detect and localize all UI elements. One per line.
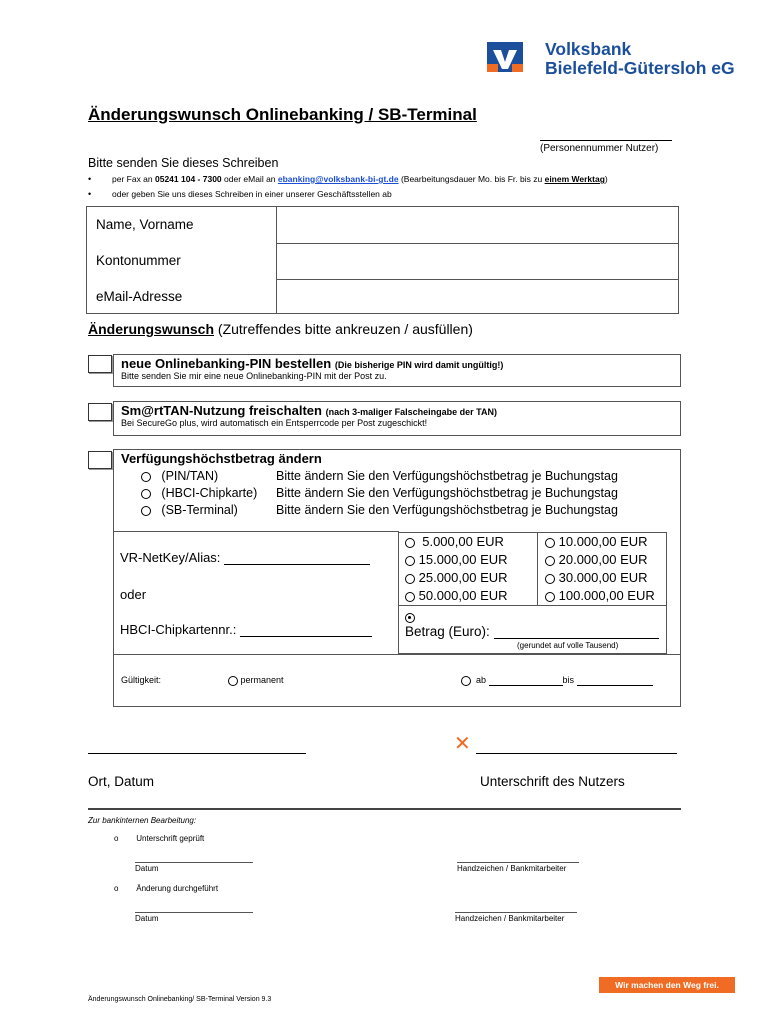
amount-grid <box>398 532 667 654</box>
intern-datum-1: Datum <box>135 864 159 873</box>
sign-here-icon: ✕ <box>454 733 471 755</box>
limit-row-sb-text: Bitte ändern Sie den Verfügungshöchstbetrag je Buchungstag <box>276 503 618 517</box>
email-link[interactable]: ebanking@volksbank-bi-gt.de <box>277 174 399 184</box>
amount-15000[interactable]: 15.000,00 EUR <box>405 552 508 567</box>
permanent-option[interactable]: permanent <box>228 675 284 686</box>
ort-datum-label: Ort, Datum <box>88 774 155 789</box>
ort-datum-line[interactable] <box>88 753 306 754</box>
werktag-text: einem Werktag <box>544 174 605 184</box>
instruction-fax-email: • per Fax an 05241 104 - 7300 oder eMail an ebanking@volksbank-bi-gt.de (Bearbeitungsdauer Mo. bis Fr. bis zu einem Werktag) <box>88 172 608 187</box>
unterschrift-line[interactable] <box>476 753 677 754</box>
selected-radio-icon <box>405 613 415 623</box>
personal-data-table <box>86 206 679 314</box>
tan-sub: Bei SecureGo plus, wird automatisch ein Entsperrcode per Post zugeschickt! <box>121 418 428 428</box>
name-input[interactable] <box>277 207 679 243</box>
volksbank-logo-icon <box>487 42 523 72</box>
amount-5000[interactable]: 5.000,00 EUR <box>405 534 504 549</box>
amount-100000[interactable]: 100.000,00 EUR <box>545 588 655 603</box>
radio-pintan-icon[interactable] <box>141 472 151 482</box>
amount-30000[interactable]: 30.000,00 EUR <box>545 570 648 585</box>
fax-number: 05241 104 - 7300 <box>155 174 222 184</box>
bank-name-line1: Volksbank <box>545 39 632 59</box>
amount-50000[interactable]: 50.000,00 EUR <box>405 588 508 603</box>
limit-row-pintan-text: Bitte ändern Sie den Verfügungshöchstbetrag je Buchungstag <box>276 469 618 483</box>
radio-hbci-icon[interactable] <box>141 489 151 499</box>
name-label: Name, Vorname <box>96 217 194 232</box>
personennummer-line[interactable] <box>540 140 672 141</box>
bank-name-line2: Bielefeld-Gütersloh eG <box>545 58 735 78</box>
pin-title: neue Onlinebanking-PIN bestellen <box>121 356 332 371</box>
oder-label: oder <box>120 587 147 602</box>
betrag-field[interactable]: Betrag (Euro): <box>405 624 659 639</box>
intern-heading: Zur bankinternen Bearbeitung: <box>88 816 197 825</box>
intern-datum-2: Datum <box>135 914 159 923</box>
intern-handzeichen-2: Handzeichen / Bankmitarbeiter <box>455 914 565 923</box>
limit-row-sb: (SB-Terminal) <box>141 503 238 517</box>
limit-title: Verfügungshöchstbetrag ändern <box>121 451 322 466</box>
pin-note: (Die bisherige PIN wird damit ungültig!) <box>334 360 504 370</box>
amount-25000[interactable]: 25.000,00 EUR <box>405 570 508 585</box>
gueltigkeit-label: Gültigkeit: <box>121 675 162 685</box>
limit-row-hbci: (HBCI-Chipkarte) <box>141 486 257 500</box>
personennummer-label: (Personennummer Nutzer) <box>540 143 659 154</box>
limit-row-pintan: (PIN/TAN) <box>141 469 218 483</box>
radio-sb-icon[interactable] <box>141 506 151 516</box>
hbci-field[interactable]: HBCI-Chipkartennr.: <box>120 622 372 637</box>
intern-item1: o Unterschrift geprüft <box>114 834 205 843</box>
bank-logo <box>487 39 749 78</box>
tan-checkbox[interactable] <box>88 403 112 421</box>
konto-input[interactable] <box>277 243 679 279</box>
aenderungswunsch-heading: Änderungswunsch (Zutreffendes bitte ankreuzen / ausfüllen) <box>88 321 473 337</box>
netkey-field[interactable]: VR-NetKey/Alias: <box>120 550 370 565</box>
slogan-badge: Wir machen den Weg frei. <box>599 977 735 993</box>
intern-item2: o Änderung durchgeführt <box>114 884 219 893</box>
pin-sub: Bitte senden Sie mir eine neue Onlinebanking-PIN mit der Post zu. <box>121 371 387 381</box>
pin-checkbox[interactable] <box>88 355 112 373</box>
unterschrift-label: Unterschrift des Nutzers <box>480 774 625 789</box>
tan-note: (nach 3-maliger Falscheingabe der TAN) <box>325 407 497 417</box>
page-title: Änderungswunsch Onlinebanking / SB-Terminal <box>88 105 477 124</box>
intro-text: Bitte senden Sie dieses Schreiben <box>88 156 279 170</box>
email-label: eMail-Adresse <box>96 289 183 304</box>
instruction-branch: • oder geben Sie uns dieses Schreiben in einer unserer Geschäftsstellen ab <box>88 187 608 202</box>
intern-handzeichen-1: Handzeichen / Bankmitarbeiter <box>457 864 567 873</box>
option-tan <box>113 401 681 436</box>
gerundet-note: (gerundet auf volle Tausend) <box>517 641 619 650</box>
amount-20000[interactable]: 20.000,00 EUR <box>545 552 648 567</box>
bank-name <box>545 40 735 78</box>
amount-10000[interactable]: 10.000,00 EUR <box>545 534 648 549</box>
amount-custom-radio[interactable] <box>405 609 415 624</box>
tan-title: Sm@rtTAN-Nutzung freischalten <box>121 403 322 418</box>
footer-version: Änderungswunsch Onlinebanking/ SB-Terminal Version 9.3 <box>88 996 272 1003</box>
limit-checkbox[interactable] <box>88 451 112 469</box>
instructions-list <box>88 172 608 202</box>
konto-label: Kontonummer <box>96 253 181 268</box>
limit-row-hbci-text: Bitte ändern Sie den Verfügungshöchstbetrag je Buchungstag <box>276 486 618 500</box>
email-input[interactable] <box>277 279 679 314</box>
divider <box>88 808 681 810</box>
option-pin <box>113 354 681 387</box>
ab-bis-option[interactable]: ab bis <box>461 675 653 686</box>
